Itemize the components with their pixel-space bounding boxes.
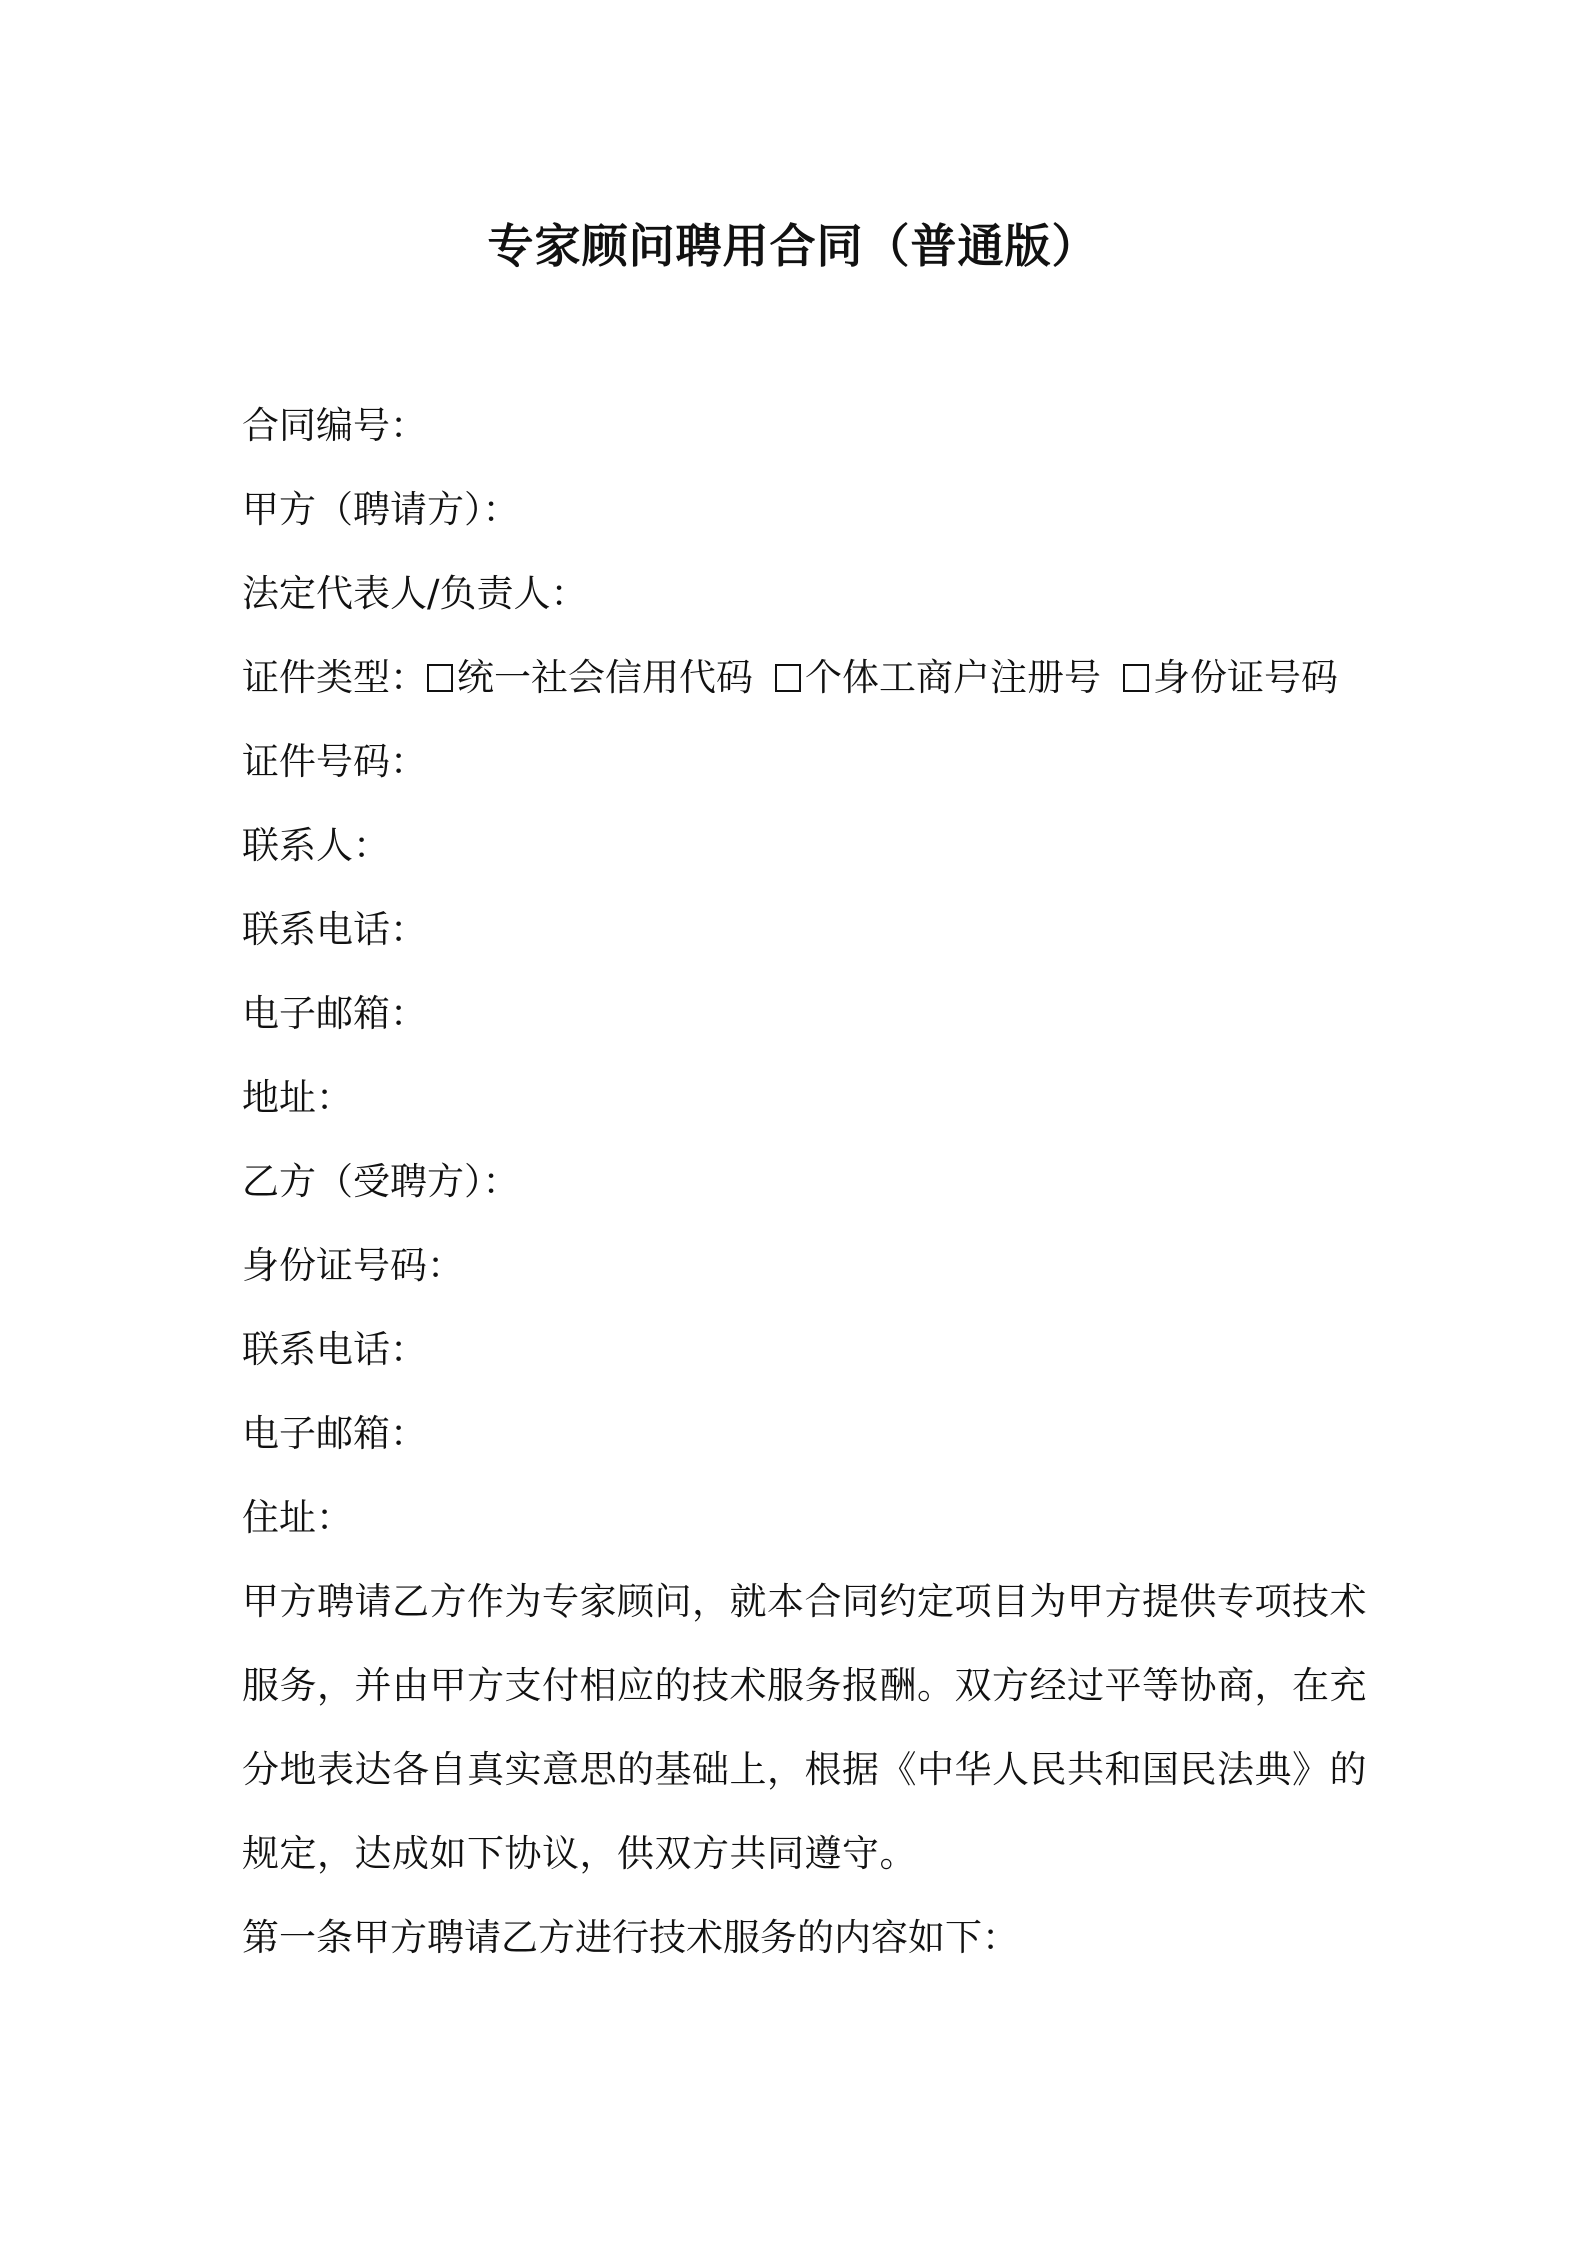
legal-representative-label: 法定代表人/负责人：	[242, 572, 588, 615]
preamble-line: 服务，并由甲方支付相应的技术服务报酬。双方经过平等协商，在充	[242, 1664, 1367, 1707]
party-b-field	[242, 1158, 1352, 1242]
contract-number-field	[242, 402, 1352, 486]
id-type-option-label: 身份证号码	[1153, 656, 1338, 699]
legal-representative-field	[242, 570, 1352, 654]
party-b-email-field	[242, 1410, 1352, 1494]
party-a-email-field	[242, 990, 1352, 1074]
document-title: 专家顾问聘用合同（普通版）	[487, 219, 1099, 273]
party-b-phone-field	[242, 1326, 1352, 1410]
party-a-address-label: 地址：	[242, 1076, 353, 1119]
id-type-options	[427, 656, 1338, 699]
party-b-id-number-field	[242, 1242, 1352, 1326]
party-a-contact-field	[242, 822, 1352, 906]
preamble-paragraph	[242, 1560, 1367, 1896]
id-type-option-id-card[interactable]	[1123, 656, 1338, 699]
party-a-phone-field	[242, 906, 1352, 990]
party-a-id-number-field	[242, 738, 1352, 822]
party-a-email-label: 电子邮箱：	[242, 992, 427, 1035]
preamble-line: 甲方聘请乙方作为专家顾问，就本合同约定项目为甲方提供专项技术	[242, 1580, 1367, 1623]
id-type-field	[242, 654, 1352, 738]
party-a-address-field	[242, 1074, 1352, 1158]
party-a-id-number-label: 证件号码：	[242, 740, 427, 783]
party-b-label: 乙方（受聘方）：	[242, 1160, 520, 1203]
checkbox-icon[interactable]	[775, 664, 801, 692]
contract-number-label: 合同编号：	[242, 404, 427, 447]
party-b-address-label: 住址：	[242, 1496, 353, 1539]
party-a-field	[242, 486, 1352, 570]
id-type-option-credit-code[interactable]	[427, 656, 753, 699]
preamble-line: 分地表达各自真实意思的基础上，根据《中华人民共和国民法典》的	[242, 1748, 1367, 1791]
party-b-id-number-label: 身份证号码：	[242, 1244, 464, 1287]
article-1-heading: 第一条甲方聘请乙方进行技术服务的内容如下：	[242, 1916, 1019, 1959]
checkbox-icon[interactable]	[427, 664, 453, 692]
id-type-option-business-registration[interactable]	[775, 656, 1101, 699]
document-body	[242, 402, 1367, 1980]
party-b-email-label: 电子邮箱：	[242, 1412, 427, 1455]
id-type-option-label: 统一社会信用代码	[457, 656, 753, 699]
party-a-contact-label: 联系人：	[242, 824, 390, 867]
party-a-label: 甲方（聘请方）：	[242, 488, 520, 531]
id-type-option-label: 个体工商户注册号	[805, 656, 1101, 699]
preamble-line: 规定，达成如下协议，供双方共同遵守。	[242, 1832, 917, 1875]
checkbox-icon[interactable]	[1123, 664, 1149, 692]
party-b-phone-label: 联系电话：	[242, 1328, 427, 1371]
party-a-phone-label: 联系电话：	[242, 908, 427, 951]
id-type-label: 证件类型：	[242, 656, 427, 699]
